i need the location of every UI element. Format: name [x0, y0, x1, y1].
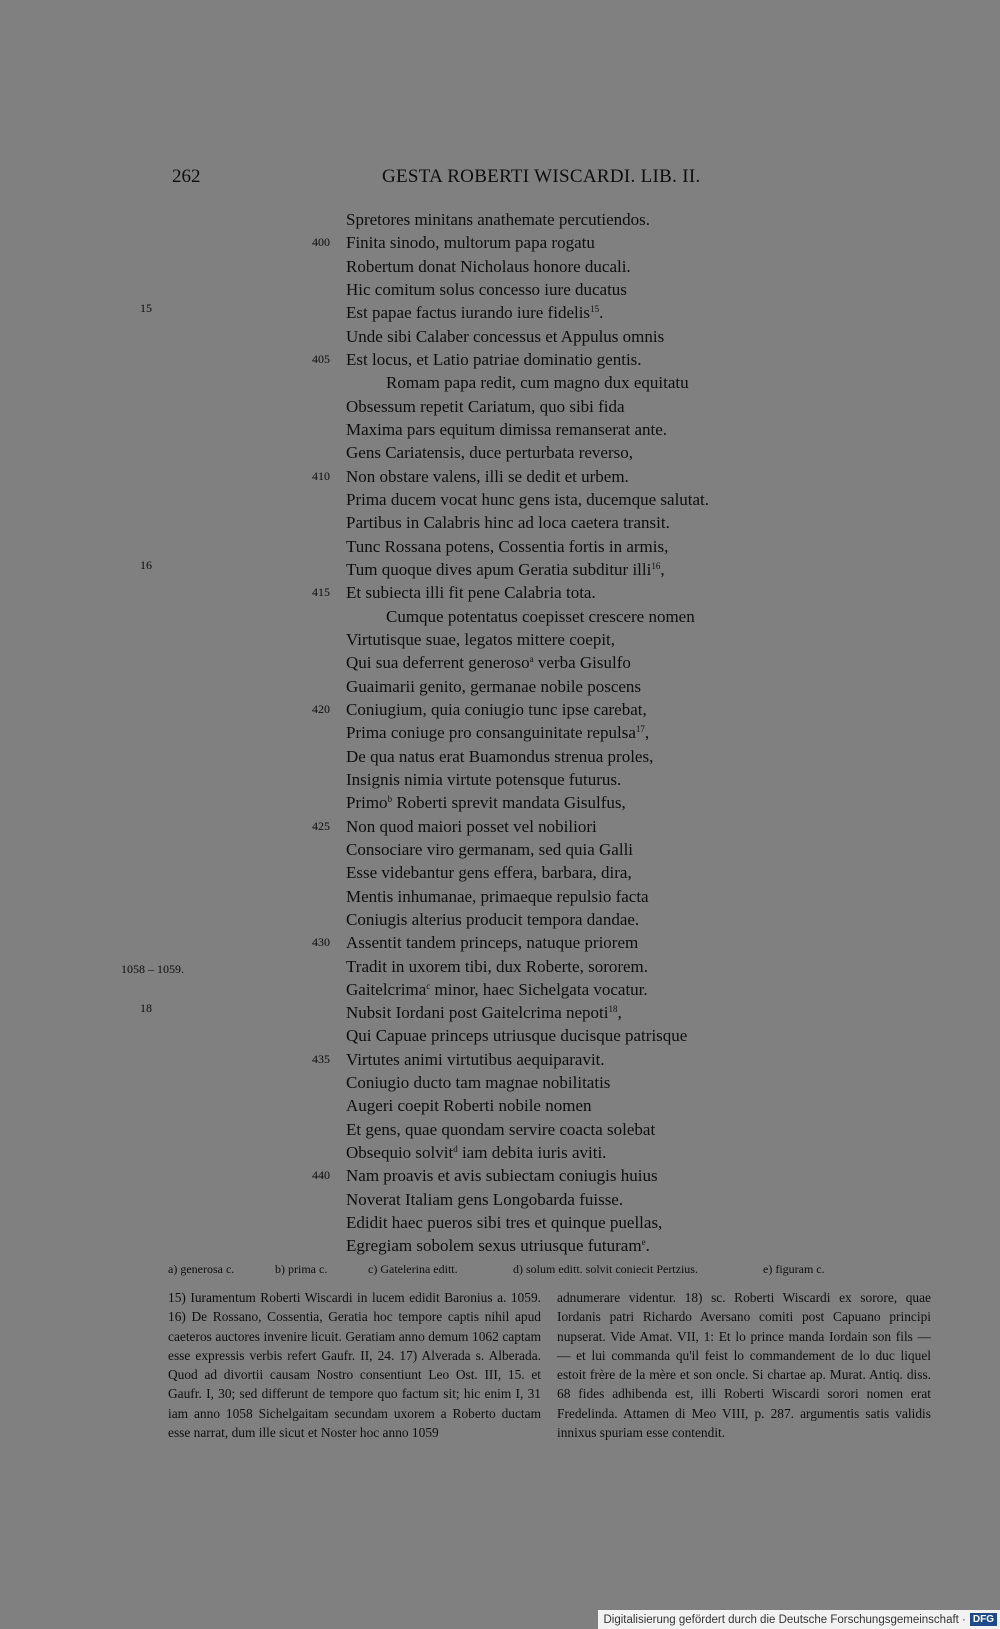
verse-text: Virtutisque suae, legatos mittere coepit, [346, 629, 616, 649]
verse-text: Assentit tandem princeps, natuque priorem [346, 933, 639, 953]
verse-text: Hic comitum solus concesso iure ducatus [346, 279, 627, 299]
verse-text: Est papae factus iurando iure fidelis [346, 303, 591, 323]
verse-text: Spretores minitans anathemate percutiendos. [346, 210, 651, 229]
verse-text: De qua natus erat Buamondus strenua proles, [346, 746, 654, 766]
verse-text-continuation: Roberti sprevit mandata Gisulfus, [392, 793, 626, 813]
verse-line [346, 838, 906, 861]
verse-line [346, 511, 906, 534]
verse-text-continuation: iam debita iuris aviti. [457, 1143, 607, 1163]
verse-text-continuation: minor, haec Sichelgata vocatur. [430, 979, 648, 999]
verse-text: Finita sinodo, multorum papa rogatu [346, 233, 595, 253]
footnote-marker: a [529, 654, 534, 665]
verse-text-continuation: . [599, 303, 604, 323]
verse-line [346, 488, 906, 511]
running-title: GESTA ROBERTI WISCARDI. LIB. II. [382, 166, 701, 187]
verse-text: Augeri coepit Roberti nobile nomen [346, 1096, 592, 1116]
verse-line [346, 1211, 906, 1234]
dfg-logo: DFG [970, 1613, 997, 1626]
verse-number: 435 [312, 1051, 330, 1066]
verse-text: Et subiecta illi fit pene Calabria tota. [346, 583, 596, 603]
verse-text: Tunc Rossana potens, Cossentia fortis in armis, [346, 536, 669, 556]
verse-line [346, 745, 906, 768]
verse-text: Obsessum repetit Cariatum, quo sibi fida [346, 396, 625, 416]
verse-line [346, 768, 906, 791]
verse-text: Unde sibi Calaber concessus et Appulus omnis [346, 326, 665, 346]
verse-number: 405 [312, 351, 330, 366]
verse-text: Prima coniuge pro consanguinitate repulsa [346, 723, 636, 743]
verse-number: 440 [312, 1168, 330, 1183]
verse-line [346, 791, 906, 814]
verse-line [312, 465, 906, 488]
verse-text: Qui Capuae princeps utriusque ducisque patrisque [346, 1026, 688, 1046]
verse-text: Robertum donat Nicholaus honore ducali. [346, 256, 631, 276]
verse-text: Cumque potentatus coepisset crescere nomen [386, 606, 695, 626]
verse-line [346, 1024, 906, 1047]
verse-line [121, 955, 906, 978]
verse-line [346, 1234, 906, 1257]
verse-number: 400 [312, 235, 330, 250]
footnote-marker: c [426, 980, 431, 991]
verse-number: 420 [312, 701, 330, 716]
verse-line [346, 1071, 906, 1094]
verse-text: Non quod maiori posset vel nobiliori [346, 816, 597, 836]
verse-line [312, 698, 906, 721]
verse-text: Egregiam sobolem sexus utriusque futuram [346, 1236, 642, 1256]
verse-line [346, 418, 906, 441]
page-number: 262 [172, 166, 201, 187]
footnote-marker: 17 [635, 724, 645, 735]
verse-line [312, 348, 906, 371]
variant-reading: d) solum editt. solvit coniecit Pertzius. [513, 1262, 698, 1276]
verse-line [140, 1001, 906, 1024]
verse-text: Coniugis alterius producit tempora dandae. [346, 909, 640, 929]
verse-line [346, 1188, 906, 1211]
verse-text: Coniugium, quia coniugio tunc ipse carebat, [346, 699, 647, 719]
verse-text-continuation: verba Gisulfo [533, 653, 631, 673]
verse-line [346, 325, 906, 348]
footnotes-right-column: adnumerare videntur. 18) sc. Roberti Wiscardi ex sorore, quae Iordanis patri Richardo Aversano comiti post Capuano principi nupserat. Vide Amat. VII, 1: Et lo prince manda Iordain son fils — — et lui commanda qu'il feist lo commandement de lo duc liquel estoit frère de la mère et son oncle. Si chartae ap. Murat. Antiq. diss. 68 fides adhibenda est, illi Roberti Wiscardi sorori nomen erat Fredelinda. Attamen di Meo VIII, p. 287. argumentis satis validis innixus spuriam esse contendit. [557, 1290, 931, 1441]
footnote-marker: b [387, 794, 393, 805]
verse-line [312, 231, 906, 254]
verse-line [346, 908, 906, 931]
verse-line [346, 255, 906, 278]
verse-number: 415 [312, 585, 330, 600]
variant-reading: b) prima c. [275, 1262, 328, 1276]
verse-text-continuation: . [645, 1236, 650, 1256]
verse-text-continuation: , [644, 723, 650, 743]
verse-line [346, 441, 906, 464]
verse-line [346, 978, 906, 1001]
verse-line [312, 815, 906, 838]
verse-text: Esse videbantur gens effera, barbara, dira, [346, 863, 632, 883]
verse-text: Virtutes animi virtutibus aequiparavit. [346, 1049, 605, 1069]
verse-text: Edidit haec pueros sibi tres et quinque puellas, [346, 1213, 663, 1233]
verse-text-continuation: , [617, 1003, 622, 1023]
verse-line [140, 301, 906, 324]
verse-text: Guaimarii genito, germanae nobile poscens [346, 676, 642, 696]
verse-text: Coniugio ducto tam magnae nobilitatis [346, 1073, 611, 1093]
variant-reading: e) figuram c. [763, 1262, 825, 1276]
verse-line [312, 581, 906, 604]
verse-text: Qui sua deferrent generoso [346, 653, 530, 673]
verse-text: Est locus, et Latio patriae dominatio gentis. [346, 349, 642, 369]
credit-text: Digitalisierung gefördert durch die Deutsche Forschungsgemeinschaft · [603, 1613, 966, 1626]
verse-text: Primo [346, 793, 388, 813]
verse-line [346, 628, 906, 651]
verse-text: Gens Cariatensis, duce perturbata reverso, [346, 443, 633, 463]
margin-date: 1058 – 1059. [121, 961, 184, 976]
verse-text: Mentis inhumanae, primaeque repulsio facta [346, 886, 649, 906]
verse-text: Nam proavis et avis subiectam coniugis huius [346, 1166, 658, 1186]
verse-text: Tum quoque dives apum Geratia subditur illi [346, 559, 652, 579]
verse-text: Romam papa redit, cum magno dux equitatu [386, 373, 689, 393]
verse-line [346, 861, 906, 884]
footnote-marker: 15 [590, 304, 600, 315]
verse-text: Tradit in uxorem tibi, dux Roberte, sororem. [346, 956, 649, 976]
verse-text-continuation: , [660, 559, 665, 579]
verse-text: Et gens, quae quondam servire coacta solebat [346, 1119, 656, 1139]
verse-line [312, 1164, 906, 1187]
margin-note-number: 16 [140, 557, 152, 572]
verse-line [312, 931, 906, 954]
footnote-marker: 16 [651, 560, 661, 571]
margin-note-number: 18 [140, 1001, 152, 1016]
verse-text: Gaitelcrima [346, 979, 427, 999]
verse-block [121, 208, 906, 1258]
footnote-marker: e [641, 1237, 646, 1248]
digitization-credit [598, 1610, 1000, 1629]
verse-text: Obsequio solvit [346, 1143, 454, 1163]
footnote-marker: d [453, 1144, 458, 1155]
variant-reading: a) generosa c. [168, 1262, 235, 1276]
verse-number: 430 [312, 935, 330, 950]
verse-line [346, 208, 906, 231]
verse-text: Noverat Italiam gens Longobarda fuisse. [346, 1189, 624, 1209]
verse-line [346, 1094, 906, 1117]
verse-text: Maxima pars equitum dimissa remanserat ante. [346, 419, 668, 439]
verse-text: Prima ducem vocat hunc gens ista, ducemque salutat. [346, 489, 710, 509]
verse-line [346, 371, 906, 394]
verse-line [346, 885, 906, 908]
variant-reading: c) Gatelerina editt. [368, 1262, 458, 1276]
verse-line [346, 395, 906, 418]
verse-line [346, 651, 906, 674]
verse-number: 410 [312, 468, 330, 483]
verse-text: Insignis nimia virtute potensque futurus. [346, 769, 622, 789]
verse-line [140, 557, 906, 581]
verse-number: 425 [312, 818, 330, 833]
verse-line [346, 1118, 906, 1141]
footnote-marker: 18 [608, 1004, 618, 1015]
verse-text: Non obstare valens, illi se dedit et urbem. [346, 466, 629, 486]
verse-line [346, 721, 906, 744]
verse-line [312, 1048, 906, 1071]
verse-text: Nubsit Iordani post Gaitelcrima nepoti [346, 1003, 609, 1023]
page-header [170, 166, 730, 192]
verse-text: Partibus in Calabris hinc ad loca caetera transit. [346, 513, 670, 533]
verse-line [346, 278, 906, 301]
verse-line [346, 535, 906, 558]
verse-line [346, 1141, 906, 1164]
margin-note-number: 15 [140, 301, 152, 316]
verse-line [346, 675, 906, 698]
footnotes-left-column: 15) Iuramentum Roberti Wiscardi in lucem edidit Baronius a. 1059. 16) De Rossano, Cossentia, Geratia hoc tempore captis nihil apud caeteros auctores invenire licuit. Geratiam anno demum 1062 captam esse expressis verbis refert Gaufr. II, 24. 17) Alverada s. Alberada. Quod ad divortii causam Nostro consentiunt Leo Ost. III, 15. et Gaufr. I, 30; sed differunt de tempore quo factum sit; hic enim I, 31 iam anno 1058 Sichelgaitam secundam uxorem a Roberto ductam esse narrat, dum ille sicut et Noster hoc anno 1059 [168, 1290, 541, 1441]
verse-text: Consociare viro germanam, sed quia Galli [346, 839, 634, 859]
verse-line [346, 605, 906, 628]
